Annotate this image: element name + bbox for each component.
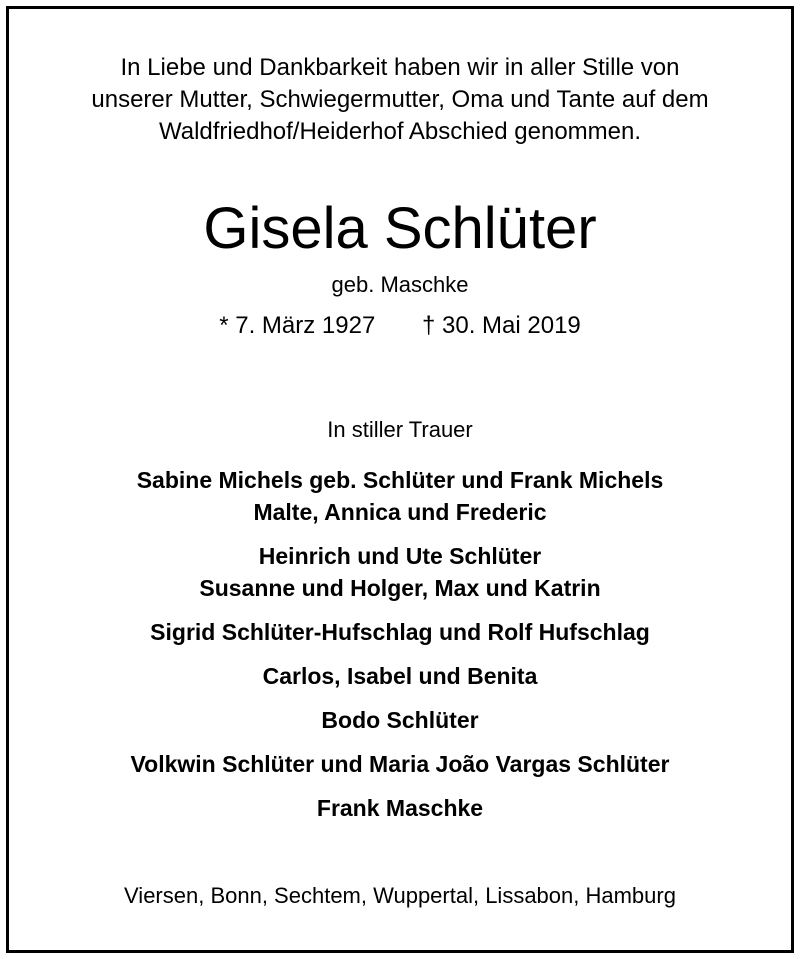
- life-dates: [0, 310, 800, 342]
- mourner-line: Bodo Schlüter: [321, 707, 479, 733]
- intro-line: In Liebe und Dankbarkeit haben wir in aller Stille von: [120, 54, 680, 81]
- mourner-line: Sigrid Schlüter-Hufschlag und Rolf Hufschlag: [150, 619, 650, 645]
- mourners-list: [0, 464, 800, 836]
- mourner-line: Heinrich und Ute Schlüter: [258, 543, 542, 569]
- birth-date: * 7. März 1927: [219, 312, 376, 339]
- mourner-group: [0, 464, 800, 528]
- deceased-name: Gisela Schlüter: [203, 196, 597, 261]
- intro-line: unserer Mutter, Schwiegermutter, Oma und Tante auf dem: [91, 86, 709, 113]
- mourner-line: Malte, Annica und Frederic: [253, 499, 547, 525]
- death-date: † 30. Mai 2019: [421, 312, 581, 339]
- mourner-line: Frank Maschke: [316, 795, 484, 821]
- mourner-line: Carlos, Isabel und Benita: [262, 663, 538, 689]
- mourning-label: In stiller Trauer: [327, 417, 473, 442]
- mourner-group: [0, 748, 800, 780]
- maiden-name: geb. Maschke: [331, 272, 469, 297]
- places-line: Viersen, Bonn, Sechtem, Wuppertal, Lissabon, Hamburg: [124, 883, 676, 908]
- mourner-group: [0, 792, 800, 824]
- mourner-group: [0, 540, 800, 604]
- mourner-line: Sabine Michels geb. Schlüter und Frank Michels: [136, 467, 664, 493]
- mourner-group: [0, 616, 800, 648]
- mourner-group: [0, 704, 800, 736]
- mourner-group: [0, 660, 800, 692]
- intro-text: [0, 52, 800, 148]
- intro-line: Waldfriedhof/Heiderhof Abschied genommen.: [158, 118, 642, 145]
- mourner-line: Susanne und Holger, Max und Katrin: [199, 575, 601, 601]
- mourner-line: Volkwin Schlüter und Maria João Vargas Schlüter: [130, 751, 670, 777]
